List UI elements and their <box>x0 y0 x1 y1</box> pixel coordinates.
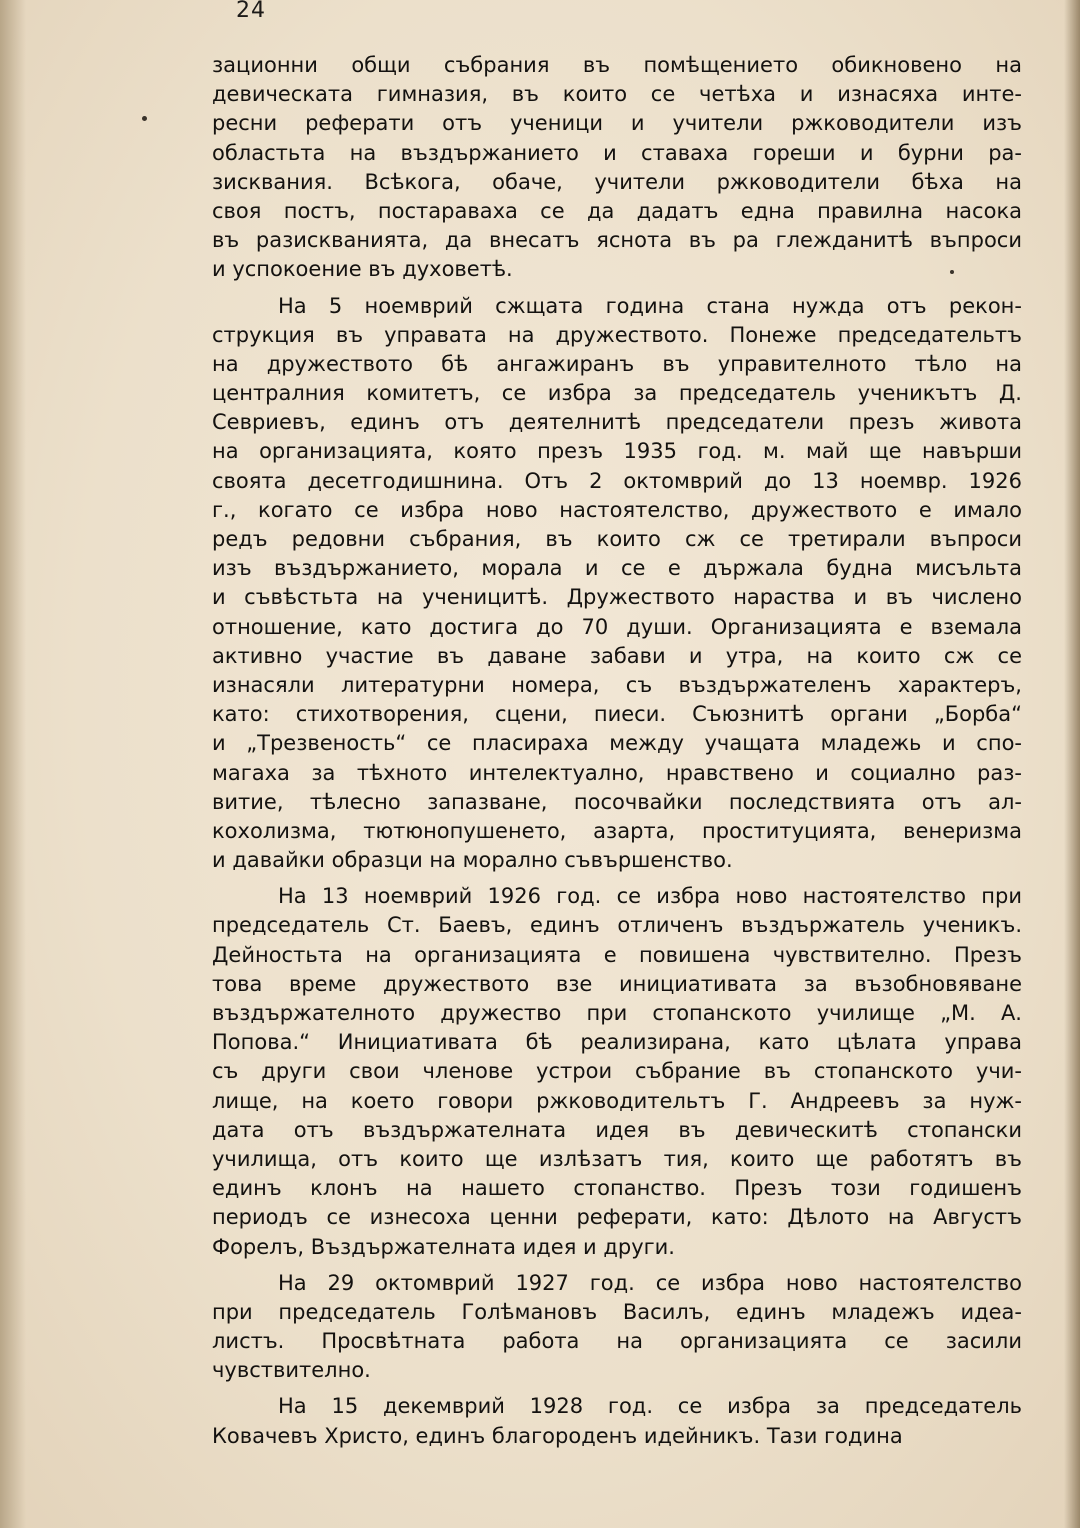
paragraph <box>212 51 1022 285</box>
text-line: отношение, като достига до 70 души. Организацията е вземала <box>212 614 1022 639</box>
text-line: при председатель Голѣмановъ Василъ, единъ младежъ идеа- <box>212 1299 1022 1324</box>
text-line: училища, отъ които ще излѣзатъ тия, които ще работятъ въ <box>212 1146 1022 1171</box>
text-line: периодъ се изнесоха ценни реферати, като: Дѣлото на Августъ <box>212 1205 1022 1230</box>
text-line: дата отъ въздържателната идея въ девическитѣ стопански <box>212 1117 1022 1142</box>
text-line: като: стихотворения, сцени, пиеси. Съюзнитѣ органи „Борба“ <box>212 702 1022 727</box>
text-line: зисквания. Всѣкога, обаче, учители ржководители бѣха на <box>212 169 1022 194</box>
text-line: ресни реферати отъ ученици и учители ржководители изъ <box>212 111 1022 136</box>
text-line: въздържателното дружество при стопанското училище „М. А. <box>212 1001 1022 1025</box>
text-line: На 15 декемврий 1928 год. се избра за председатель <box>278 1394 1022 1419</box>
text-line: и давайки образци на морално съвършенство. <box>212 848 733 873</box>
body-text <box>212 51 1022 1458</box>
text-line: Попова.“ Инициативата бѣ реализирана, като цѣлата управа <box>212 1030 1022 1055</box>
text-line: председатель Ст. Баевъ, единъ отличенъ въздържатель ученикъ. <box>212 913 1022 938</box>
text-line: въ разискванията, да внесатъ яснота въ ра глежданитѣ въпроси <box>212 228 1022 253</box>
text-line: кохолизма, тютюнопушенето, азарта, проституцията, венеризма <box>212 818 1022 843</box>
text-line: витие, тѣлесно запазване, посочвайки последствията отъ ал- <box>212 789 1022 814</box>
ink-speck <box>142 116 147 121</box>
text-line: и успокоение въ духоветѣ. <box>212 257 513 282</box>
text-line: Севриевъ, единъ отъ деятелнитѣ председатели презъ живота <box>212 410 1022 435</box>
page-shadow-right <box>1064 0 1080 1528</box>
text-line: магаха за тѣхното интелектуално, нравствено и социално раз- <box>212 760 1022 785</box>
text-line: зационни общи събрания въ помѣщението обикновено на <box>212 53 1022 77</box>
text-line: струкция въ управата на дружеството. Понеже председательтъ <box>212 322 1022 347</box>
text-line: На 29 октомврий 1927 год. се избра ново настоятелство <box>278 1270 1022 1295</box>
text-line: своя постъ, постараваха се да дадатъ една правилна насока <box>212 198 1022 223</box>
paragraph <box>212 882 1022 1261</box>
text-line: На 13 ноемврий 1926 год. се избра ново настоятелство при <box>278 884 1022 909</box>
page-shadow-left <box>0 0 26 1528</box>
page-number: 24 <box>236 0 266 23</box>
paragraph <box>212 1269 1022 1386</box>
text-line: изъ въздържанието, морала и се е държала будна мисъльта <box>212 556 1022 581</box>
text-line: своята десетгодишнина. Отъ 2 октомврий до 13 ноемвр. 1926 <box>212 468 1022 493</box>
text-line: г., когато се избра ново настоятелство, дружеството е имало <box>212 497 1022 522</box>
paragraph <box>212 292 1022 876</box>
text-line: листъ. Просвѣтната работа на организацията се засили <box>212 1329 1022 1354</box>
text-line: единъ клонъ на нашето стопанство. Презъ този годишенъ <box>212 1176 1022 1201</box>
text-line: На 5 ноемврий сжщата година стана нужда отъ рекон- <box>278 293 1022 318</box>
text-line: изнасяли литературни номера, съ въздържателенъ характеръ, <box>212 672 1022 697</box>
text-line: и съвѣстьта на ученицитѣ. Дружеството нараства и въ числено <box>212 585 1022 610</box>
text-line: Ковачевъ Христо, единъ благороденъ идейникъ. Тази година <box>212 1423 903 1448</box>
text-line: областьта на въздържанието и ставаха гореши и бурни ра- <box>212 140 1022 165</box>
text-line: девическата гимназия, въ които се четѣха и изнасяха инте- <box>212 82 1022 107</box>
text-line: Дейностьта на организацията е повишена чувствително. Презъ <box>212 942 1022 967</box>
text-line: и „Трезвеность“ се пласираха между учащата младежь и спо- <box>212 731 1022 756</box>
text-line: съ други свои членове устрои събрание въ стопанското учи- <box>212 1059 1022 1084</box>
text-line: на дружеството бѣ ангажиранъ въ управителното тѣло на <box>212 351 1022 376</box>
text-line: Форелъ, Въздържателната идея и други. <box>212 1234 675 1259</box>
text-line: редъ редовни събрания, въ които сж се третирали въпроси <box>212 527 1022 551</box>
text-line: централния комитетъ, се избра за председатель ученикътъ Д. <box>212 381 1022 406</box>
text-line: на организацията, която презъ 1935 год. м. май ще навърши <box>212 439 1022 464</box>
text-line: лище, на което говори ржководительтъ Г. Андреевъ за нуж- <box>212 1088 1022 1113</box>
text-line: чувствително. <box>212 1358 371 1383</box>
text-line: това време дружеството взе инициативата за възобновяване <box>212 971 1022 996</box>
text-line: активно участие въ даване забави и утра, на които сж се <box>212 643 1022 668</box>
paragraph <box>212 1392 1022 1450</box>
